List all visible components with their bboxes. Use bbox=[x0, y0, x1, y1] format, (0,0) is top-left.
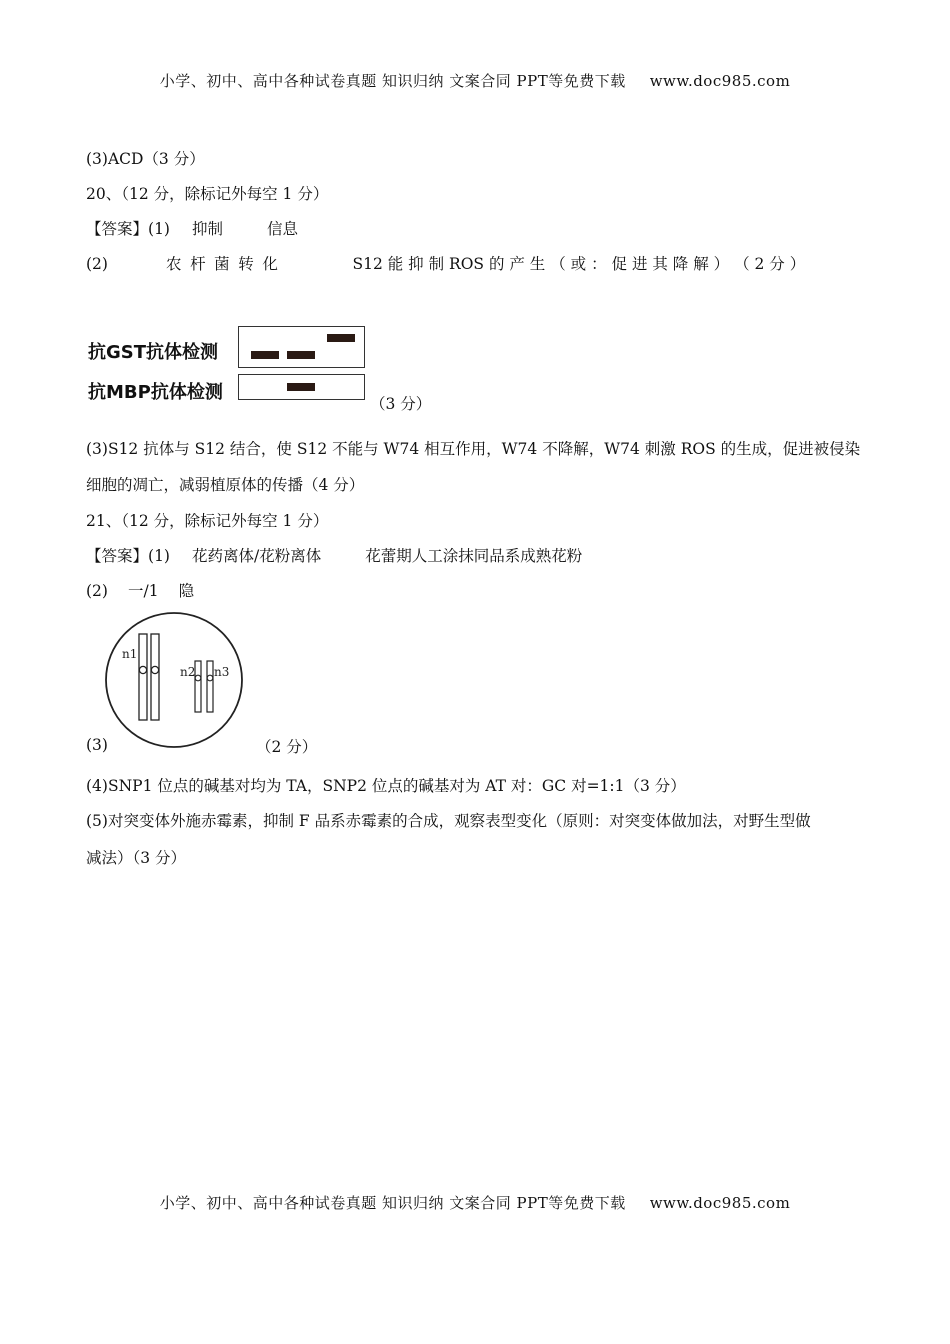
q21-answer-5-line1: (5)对突变体外施赤霉素，抑制 F 品系赤霉素的合成，观察表型变化（原则：对突变体做加法，对野生型做 bbox=[86, 812, 811, 830]
gst-band bbox=[251, 351, 279, 359]
q20-answer-2 bbox=[86, 252, 805, 274]
label-n2: n2 bbox=[180, 665, 196, 679]
q21-answer-4: (4)SNP1 位点的碱基对均为 TA，SNP2 位点的碱基对为 AT 对：GC 对=1:1（3 分） bbox=[86, 777, 686, 795]
q19-answer-3: (3)ACD（3 分） bbox=[86, 150, 205, 168]
gst-band bbox=[287, 351, 315, 359]
gst-band bbox=[327, 334, 355, 342]
footer-text: 小学、初中、高中各种试卷真题 知识归纳 文案合同 PPT等免费下载 bbox=[159, 1194, 626, 1212]
answer-text: 隐 bbox=[178, 582, 195, 600]
header-url: www.doc985.com bbox=[649, 72, 791, 90]
q21-answer-1 bbox=[86, 544, 582, 566]
q21-answer-5-line2: 减法）（3 分） bbox=[86, 849, 187, 867]
label-n3: n3 bbox=[214, 665, 230, 679]
q20-answer-3-line2: 细胞的凋亡，减弱植原体的传播（4 分） bbox=[86, 476, 365, 494]
answer-text: 花蕾期人工涂抹同品系成熟花粉 bbox=[365, 547, 583, 565]
q21-answer-3-score: （2 分） bbox=[256, 738, 318, 756]
q21-title: 21、（12 分，除标记外每空 1 分） bbox=[86, 512, 329, 530]
label-n1: n1 bbox=[122, 647, 138, 661]
answer-tag: 【答案】 bbox=[86, 547, 149, 565]
item-number: (1) bbox=[148, 220, 170, 238]
item-number: (1) bbox=[148, 547, 170, 565]
answer-text: 信息 bbox=[267, 220, 299, 238]
chromosome-diagram bbox=[100, 610, 250, 755]
mbp-label: 抗MBP抗体检测 bbox=[88, 382, 223, 403]
q21-answer-2 bbox=[86, 579, 194, 601]
page-header bbox=[0, 70, 950, 91]
footer-url: www.doc985.com bbox=[649, 1194, 791, 1212]
mbp-band bbox=[287, 383, 315, 391]
chromosome-n2-n3 bbox=[195, 661, 213, 712]
answer-text: 农杆菌转化 bbox=[165, 255, 287, 273]
chromosome-n1 bbox=[139, 634, 159, 720]
q20-answer-1 bbox=[86, 217, 298, 239]
answer-text: 抑制 bbox=[191, 220, 223, 238]
page-footer bbox=[0, 1192, 950, 1213]
answer-tag: 【答案】 bbox=[86, 220, 149, 238]
blot-score: （3 分） bbox=[370, 395, 432, 413]
answer-text: 一/1 bbox=[127, 582, 159, 600]
answer-text: S12 能 抑 制 ROS 的 产 生 （ 或 ： 促 进 其 降 解 ） （ 2 分 ） bbox=[352, 255, 806, 273]
gst-label: 抗GST抗体检测 bbox=[88, 342, 219, 363]
item-number: (2) bbox=[86, 255, 108, 273]
gst-blot-box bbox=[238, 326, 365, 368]
header-text: 小学、初中、高中各种试卷真题 知识归纳 文案合同 PPT等免费下载 bbox=[159, 72, 626, 90]
q20-title: 20、（12 分，除标记外每空 1 分） bbox=[86, 185, 329, 203]
q21-answer-3-number: (3) bbox=[86, 736, 108, 754]
mbp-blot-box bbox=[238, 374, 365, 400]
item-number: (2) bbox=[86, 582, 108, 600]
answer-text: 花药离体/花粉离体 bbox=[191, 547, 322, 565]
q20-answer-3-line1: (3)S12 抗体与 S12 结合，使 S12 不能与 W74 相互作用，W74 不降解，W74 刺激 ROS 的生成，促进被侵染 bbox=[86, 440, 861, 458]
cell-outline bbox=[106, 613, 242, 747]
